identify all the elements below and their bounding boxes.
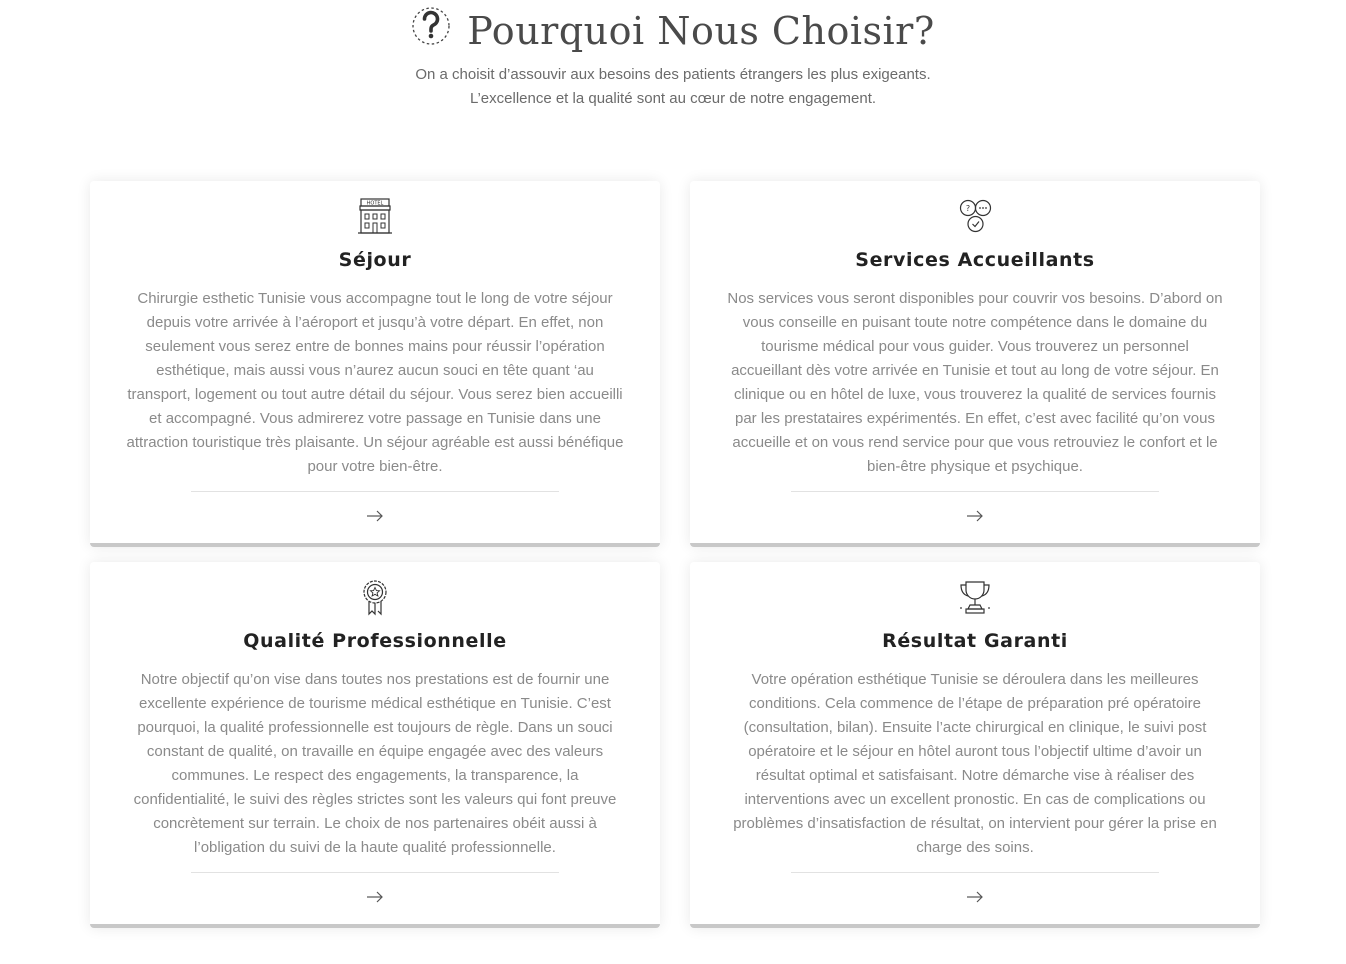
divider — [791, 872, 1159, 873]
arrow-right-icon[interactable] — [965, 508, 985, 524]
trophy-icon — [957, 578, 993, 618]
card-title: Résultat Garanti — [882, 630, 1068, 652]
card-description: Chirurgie esthetic Tunisie vous accompagne tout le long de votre séjour depuis votre arrivée à l’aéroport et jusqu’à votre départ. En effet, non seulement vous serez entre de bonnes mains pour réussir l’opération esthétique, mais aussi vous n’aurez aucun souci en tête quant ‘au transport, logement ou tout autre détail du séjour. Vous serez bien accueilli et accompagné. Vous admirerez votre passage en Tunisie dans une attraction touristique très plaisante. Un séjour agréable est aussi bénéfique pour votre bien-être. — [126, 290, 624, 475]
award-ribbon-icon — [357, 578, 393, 618]
card-description: Votre opération esthétique Tunisie se déroulera dans les meilleures conditions. Cela commence de l’étape de préparation pré opératoire (consultation, bilan). Ensuite l’acte chirurgical en clinique, le suivi post opératoire et le séjour en hôtel auront tous l’objectif ultime d’avoir un résultat optimal et satisfaisant. Notre démarche vise à réaliser des interventions avec un excellent pronostic. En cas de complications ou problèmes d’insatisfaction de résultat, on intervient pour gérer la prise en charge des soins. — [733, 671, 1217, 856]
card-description: Nos services vous seront disponibles pour couvrir vos besoins. D’abord on vous conseille en puisant toute notre compétence dans le domaine du tourisme médical pour vous guider. Vous trouverez un personnel accueillant dès votre arrivée en Tunisie et tout au long de votre séjour. En clinique ou en hôtel de luxe, vous trouverez la qualité de services fournis par les prestataires expérimentés. En effet, c’est avec facilité qu’on vous accueille et on vous rend service pour que vous retrouviez le confort et le bien-être physique et psychique. — [727, 290, 1223, 475]
chat-bubbles-icon — [957, 197, 993, 237]
card-title: Services Accueillants — [855, 249, 1095, 271]
divider — [791, 491, 1159, 492]
divider — [191, 872, 559, 873]
title-row — [0, 2, 1346, 60]
feature-card-services-accueillants — [690, 181, 1260, 547]
page-title: Pourquoi Nous Choisir? — [467, 9, 935, 53]
card-description: Notre objectif qu’on vise dans toutes nos prestations est de fournir une excellente expérience de tourisme médical esthétique en Tunisie. C’est pourquoi, la qualité professionnelle est toujours de règle. Dans un souci constant de qualité, on travaille en équipe engagée avec des valeurs communes. Le respect des engagements, la transparence, la confidentialité, le suivi des règles strictes sont les valeurs qui font preuve concrètement sur terrain. Le choix de nos partenaires obéit aussi à l’obligation du suivi de la haute qualité professionnelle. — [133, 671, 617, 856]
card-title: Qualité Professionnelle — [243, 630, 507, 652]
subtitle-line-2: L’excellence et la qualité sont au cœur de notre engagement. — [469, 90, 877, 107]
divider — [191, 491, 559, 492]
card-title: Séjour — [338, 249, 412, 271]
arrow-right-icon[interactable] — [365, 889, 385, 905]
subtitle-line-1: On a choisit d’assouvir aux besoins des patients étrangers les plus exigeants. — [415, 66, 931, 83]
arrow-right-icon[interactable] — [965, 889, 985, 905]
hotel-icon — [357, 197, 393, 237]
feature-card-resultat-garanti — [690, 562, 1260, 928]
hotel-sign-text: HOTEL — [366, 200, 384, 207]
question-circle-icon — [411, 4, 451, 48]
arrow-right-icon[interactable] — [365, 508, 385, 524]
feature-card-sejour — [90, 181, 660, 547]
feature-card-qualite-professionnelle — [90, 562, 660, 928]
svg-text:?: ? — [965, 204, 971, 213]
